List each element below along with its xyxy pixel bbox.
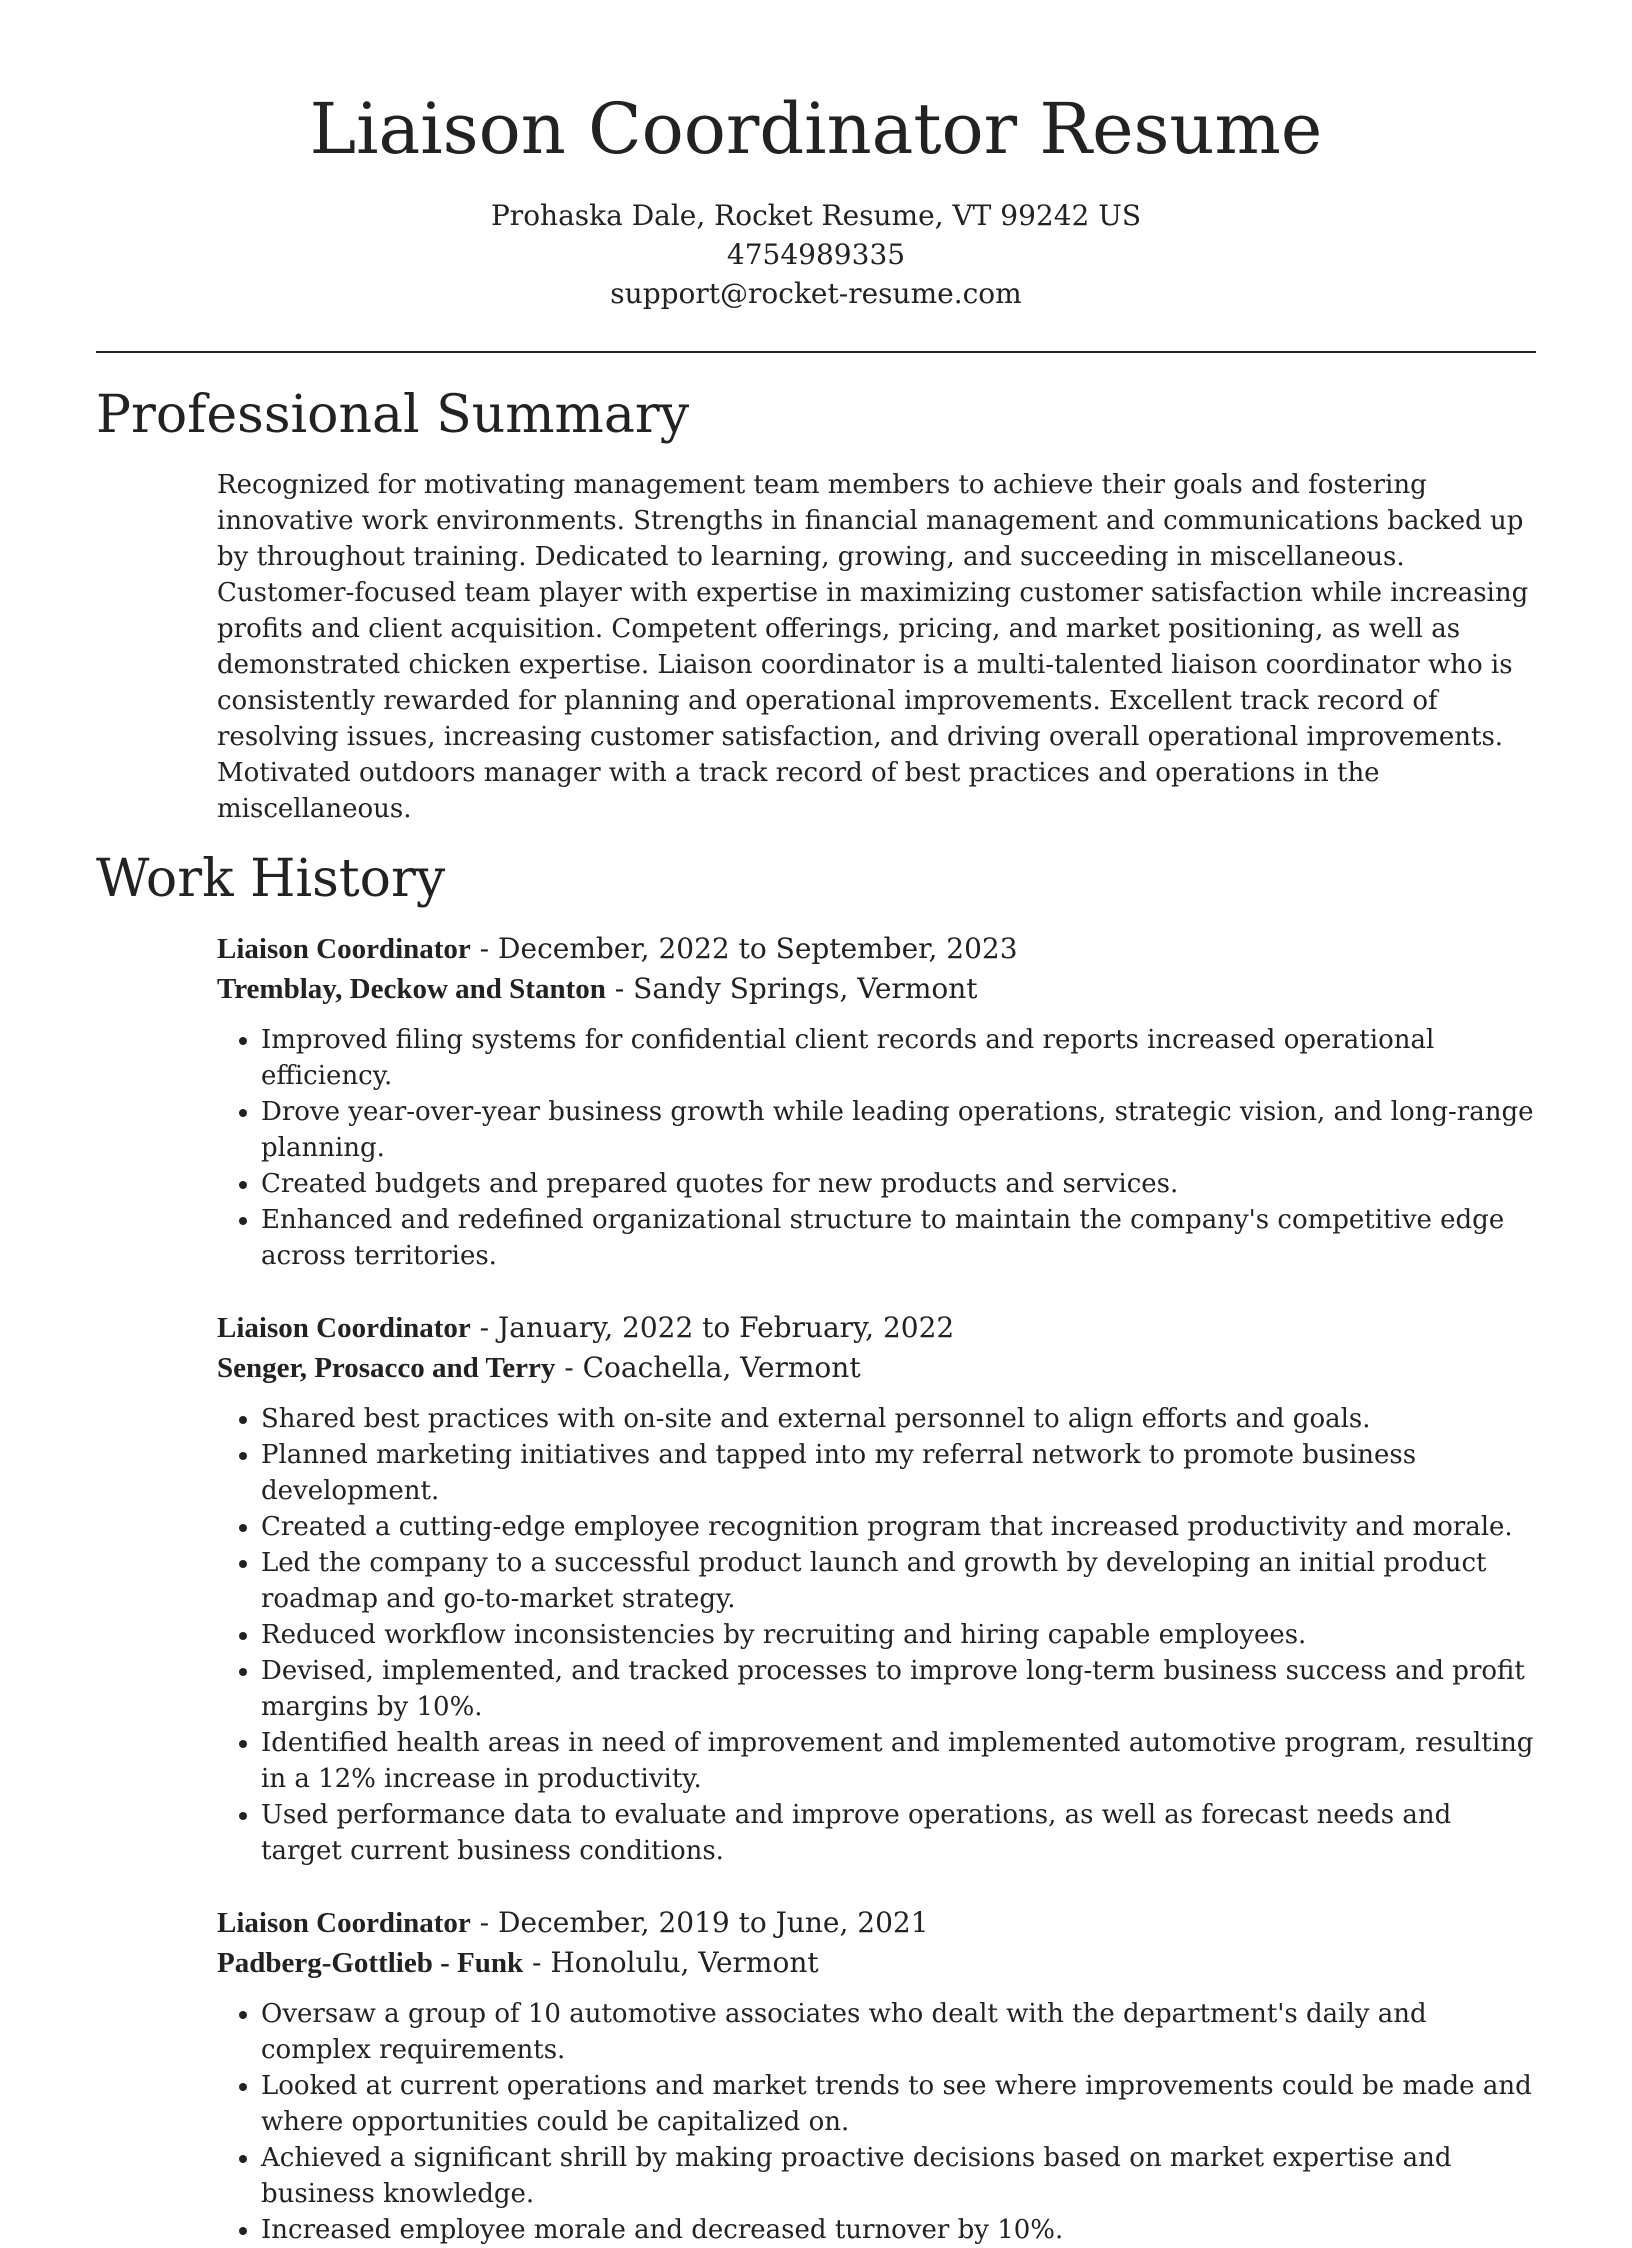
job-bullet: • Devised, implemented, and tracked processes to improve long-term business success and profit margins by 10%. bbox=[261, 1653, 1536, 1725]
job-location: - Honolulu, Vermont bbox=[523, 1946, 819, 1979]
job-dates: - December, 2019 to June, 2021 bbox=[470, 1906, 929, 1939]
job-bullet: • Achieved a significant shrill by making proactive decisions based on market expertise and business knowledge. bbox=[261, 2140, 1536, 2212]
job-title-line bbox=[217, 1308, 1536, 1348]
job-company: Padberg-Gottlieb - Funk bbox=[217, 1947, 524, 1979]
job-bullet: • Increased employee morale and decreased turnover by 10%. bbox=[261, 2212, 1536, 2248]
work-history-heading: Work History bbox=[96, 849, 446, 909]
job-company: Tremblay, Deckow and Stanton bbox=[217, 973, 606, 1005]
contact-email: support@rocket-resume.com bbox=[610, 277, 1022, 310]
job-title: Liaison Coordinator bbox=[217, 933, 471, 965]
job-dates: - January, 2022 to February, 2022 bbox=[470, 1311, 955, 1344]
summary-heading: Professional Summary bbox=[96, 385, 690, 445]
resume-title: Liaison Coordinator Resume bbox=[309, 88, 1323, 170]
job-bullets bbox=[217, 1401, 1536, 1869]
work-history-section bbox=[96, 847, 1536, 2248]
job-bullet: • Planned marketing initiatives and tapped into my referral network to promote business development. bbox=[261, 1437, 1536, 1509]
job-bullets bbox=[217, 1022, 1536, 1274]
job-company-line bbox=[217, 1943, 1536, 1983]
job-location: - Coachella, Vermont bbox=[555, 1351, 861, 1384]
job-bullet: • Oversaw a group of 10 automotive associates who dealt with the department's daily and complex requirements. bbox=[261, 1996, 1536, 2068]
header-divider bbox=[96, 351, 1536, 353]
resume-header bbox=[96, 0, 1536, 313]
job-bullet: • Enhanced and redefined organizational structure to maintain the company's competitive edge across territories. bbox=[261, 1202, 1536, 1274]
job-title: Liaison Coordinator bbox=[217, 1907, 471, 1939]
job-bullet: • Led the company to a successful product launch and growth by developing an initial product roadmap and go-to-market strategy. bbox=[261, 1545, 1536, 1617]
job-company: Senger, Prosacco and Terry bbox=[217, 1352, 556, 1384]
summary-text: Recognized for motivating management team members to achieve their goals and fostering innovative work environments. Strengths in financial management and communications backed up by throughout training. Dedicated to learning, growing, and succeeding in miscellaneous. Customer-focused team player with expertise in maximizing customer satisfaction while increasing profits and client acquisition. Competent offerings, pricing, and market positioning, as well as demonstrated chicken expertise. Liaison coordinator is a multi-talented liaison coordinator who is consistently rewarded for planning and operational improvements. Excellent track record of resolving issues, increasing customer satisfaction, and driving overall operational improvements. Motivated outdoors manager with a track record of best practices and operations in the miscellaneous. bbox=[217, 470, 1529, 824]
job-entry bbox=[217, 929, 1536, 1274]
job-bullet: • Reduced workflow inconsistencies by recruiting and hiring capable employees. bbox=[261, 1617, 1536, 1653]
job-bullet: • Improved filing systems for confidential client records and reports increased operational efficiency. bbox=[261, 1022, 1536, 1094]
job-title-line bbox=[217, 929, 1536, 969]
summary-section bbox=[96, 383, 1536, 827]
contact-phone: 4754989335 bbox=[726, 238, 906, 271]
job-bullet: • Shared best practices with on-site and external personnel to align efforts and goals. bbox=[261, 1401, 1536, 1437]
job-dates: - December, 2022 to September, 2023 bbox=[470, 932, 1018, 965]
job-bullet: • Created a cutting-edge employee recognition program that increased productivity and morale. bbox=[261, 1509, 1536, 1545]
job-title: Liaison Coordinator bbox=[217, 1312, 471, 1344]
job-entry bbox=[217, 1308, 1536, 1869]
contact-address: Prohaska Dale, Rocket Resume, VT 99242 US bbox=[490, 199, 1142, 232]
job-company-line bbox=[217, 969, 1536, 1009]
job-bullet: • Created budgets and prepared quotes for new products and services. bbox=[261, 1166, 1536, 1202]
job-location: - Sandy Springs, Vermont bbox=[605, 972, 978, 1005]
job-bullet: • Drove year-over-year business growth while leading operations, strategic vision, and long-range planning. bbox=[261, 1094, 1536, 1166]
job-bullets bbox=[217, 1996, 1536, 2248]
job-entry bbox=[217, 1903, 1536, 2248]
job-company-line bbox=[217, 1348, 1536, 1388]
job-bullet: • Used performance data to evaluate and improve operations, as well as forecast needs and target current business conditions. bbox=[261, 1797, 1536, 1869]
job-bullet: • Identified health areas in need of improvement and implemented automotive program, resulting in a 12% increase in productivity. bbox=[261, 1725, 1536, 1797]
job-bullet: • Looked at current operations and market trends to see where improvements could be made and where opportunities could be capitalized on. bbox=[261, 2068, 1536, 2140]
job-title-line bbox=[217, 1903, 1536, 1943]
contact-block bbox=[96, 196, 1536, 313]
